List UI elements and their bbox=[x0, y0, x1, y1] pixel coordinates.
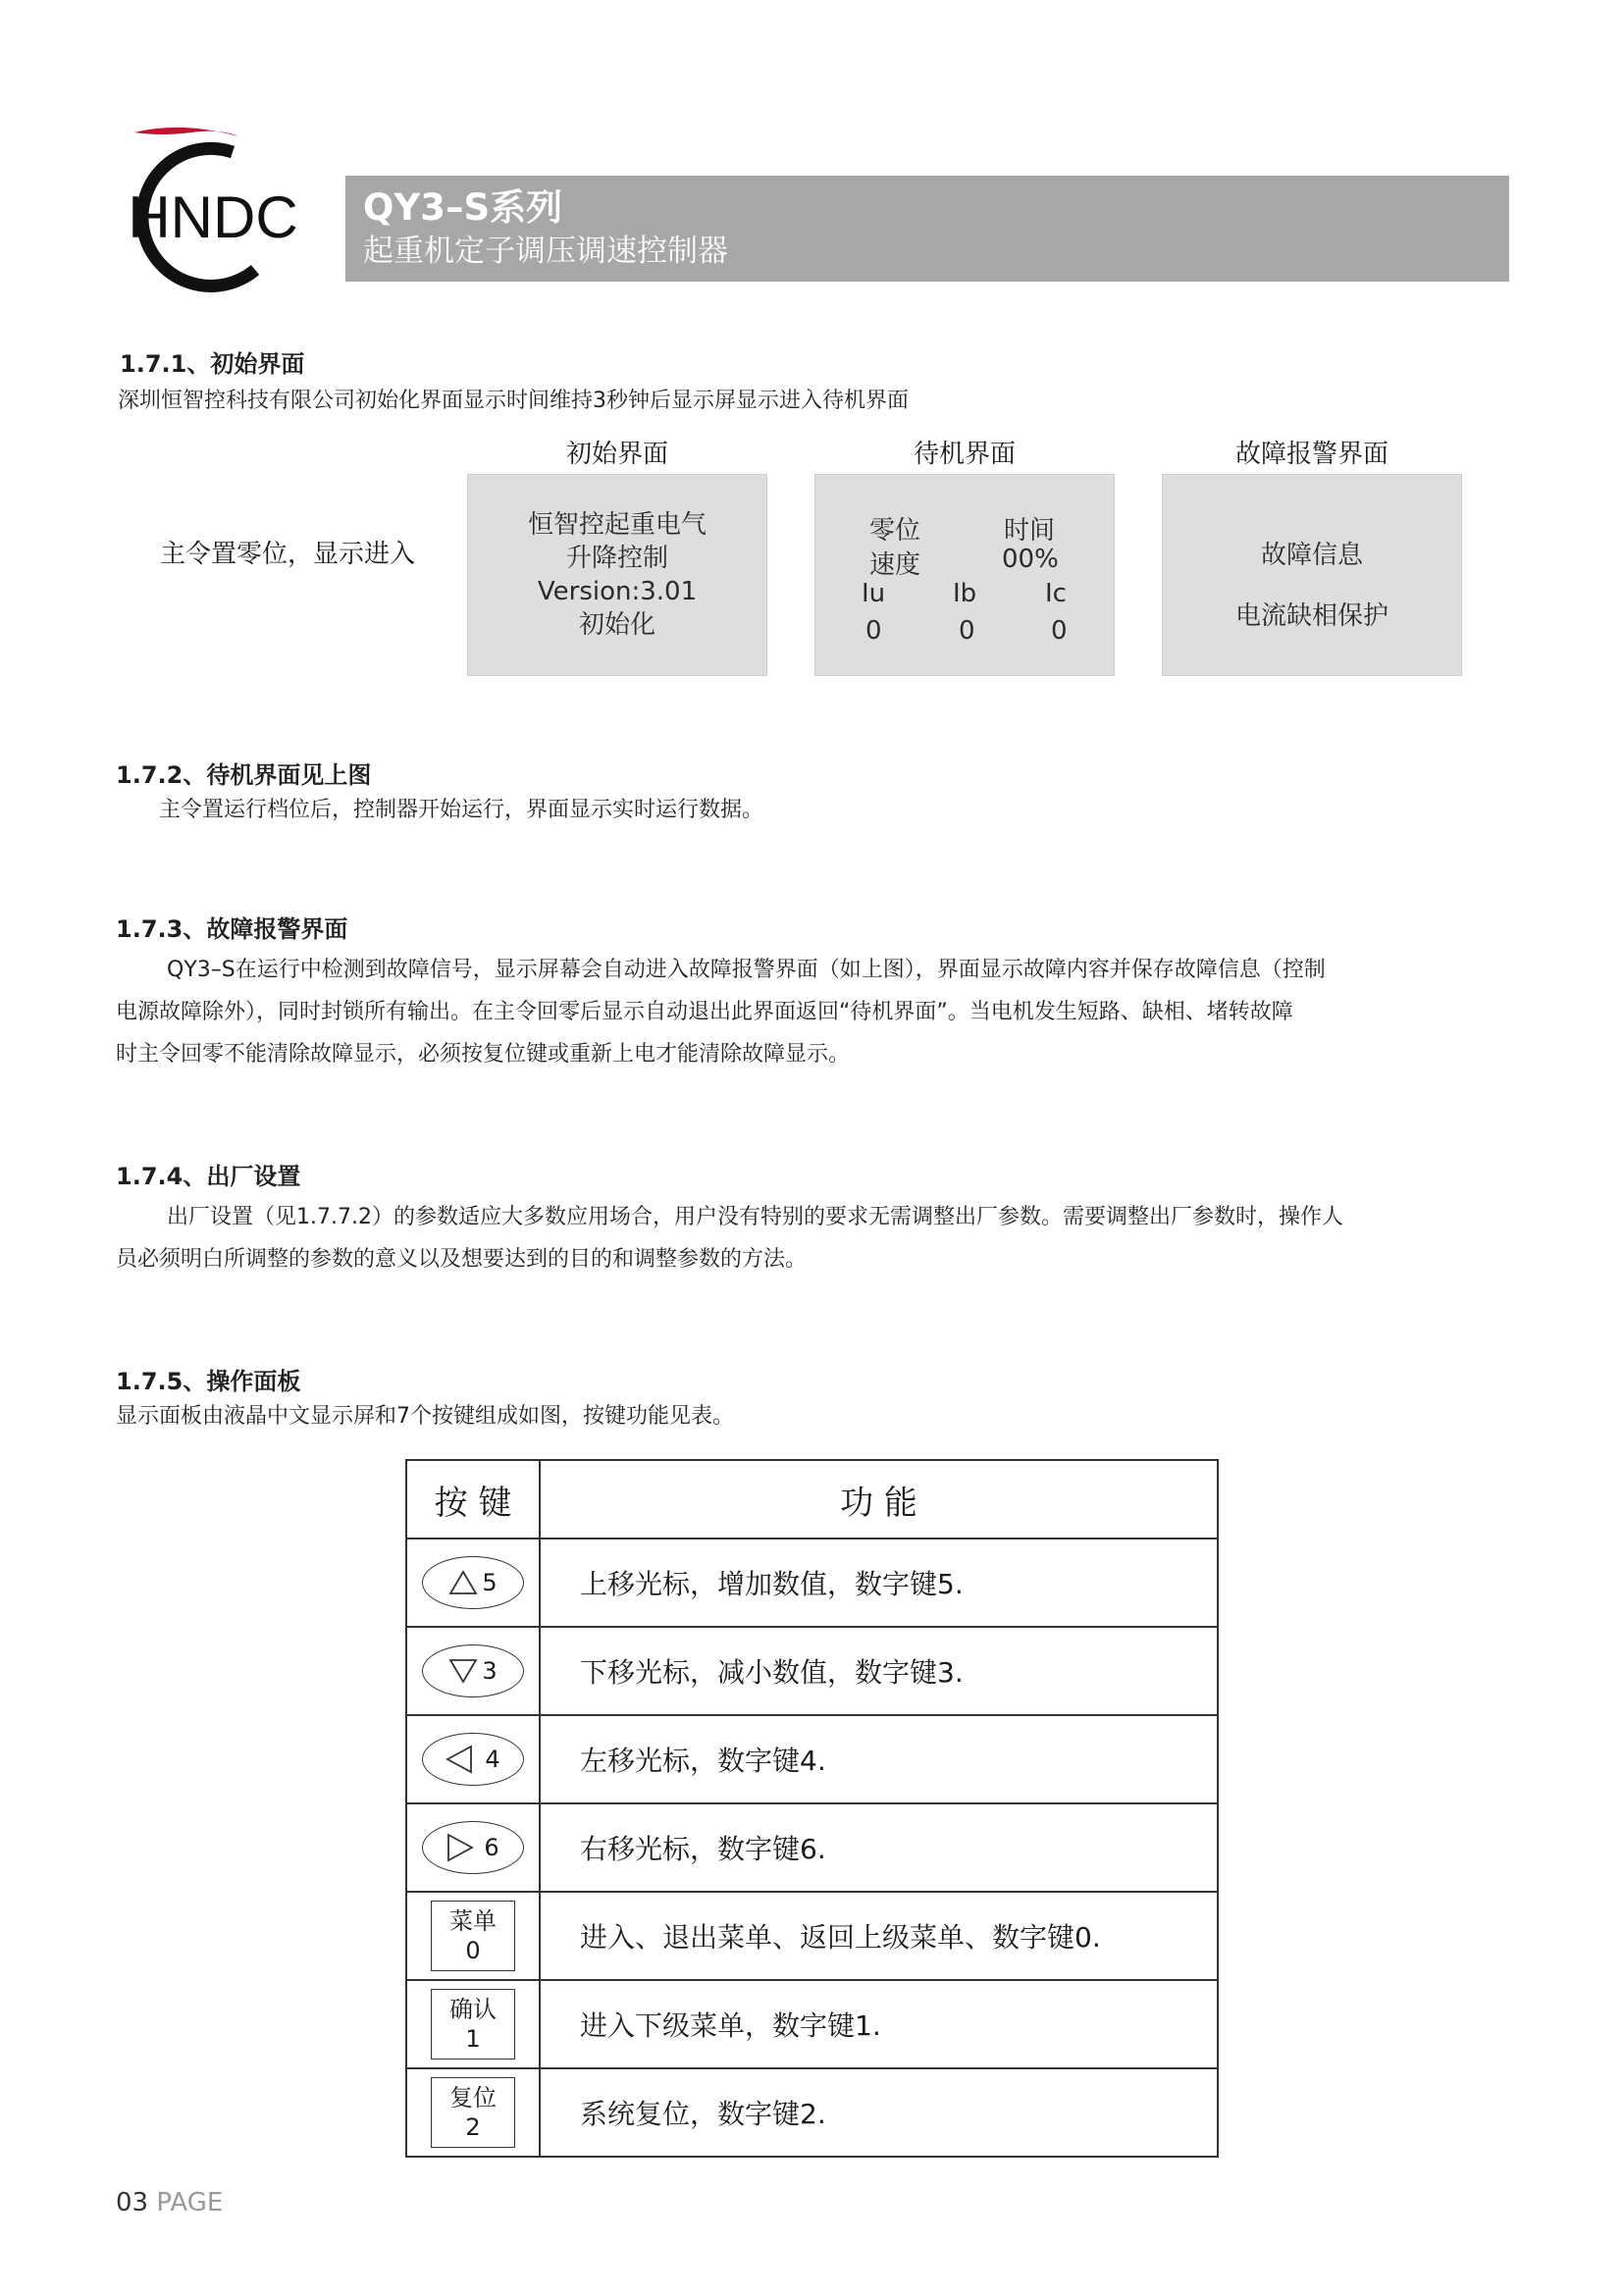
standby-ic-label: Ic bbox=[1045, 579, 1067, 608]
header-key: 按 键 bbox=[406, 1460, 540, 1539]
right-key-function: 右移光标，数字键6. bbox=[540, 1803, 1218, 1892]
left-key[interactable] bbox=[422, 1733, 524, 1786]
confirm-key-number: 1 bbox=[465, 2025, 481, 2053]
table-row bbox=[406, 1892, 1218, 1980]
menu-key[interactable] bbox=[431, 1901, 515, 1971]
standby-ic-value: 0 bbox=[1051, 616, 1068, 646]
page-label: PAGE bbox=[148, 2188, 224, 2217]
company-logo bbox=[123, 123, 304, 304]
init-line-3: Version:3.01 bbox=[537, 577, 698, 606]
down-key-function: 下移光标，减小数值，数字键3. bbox=[540, 1627, 1218, 1715]
header-function: 功 能 bbox=[540, 1460, 1218, 1539]
reset-key[interactable] bbox=[431, 2077, 515, 2148]
section-heading-1-7-4: 1.7.4、出厂设置 bbox=[116, 1163, 301, 1190]
table-row bbox=[406, 1539, 1218, 1627]
section-heading-1-7-1: 1.7.1、初始界面 bbox=[120, 350, 305, 378]
table-row bbox=[406, 1980, 1218, 2068]
text-1-7-3-line-1: QY3–S在运行中检测到故障信号，显示屏幕会自动进入故障报警界面（如上图），界面显示故障内容并保存故障信息（控制 bbox=[167, 958, 1326, 982]
title-banner bbox=[345, 176, 1509, 282]
text-1-7-4-line-1: 出厂设置（见1.7.7.2）的参数适应大多数应用场合，用户没有特别的要求无需调整出厂参数。需要调整出厂参数时，操作人 bbox=[167, 1205, 1343, 1229]
menu-key-number: 0 bbox=[465, 1937, 481, 1964]
up-key-number: 5 bbox=[482, 1569, 498, 1596]
fault-line-1: 故障信息 bbox=[1260, 541, 1363, 570]
reset-key-number: 2 bbox=[465, 2113, 481, 2141]
key-function-table bbox=[405, 1459, 1219, 2158]
section-text-1-7-4 bbox=[116, 1196, 1514, 1280]
table-header-row bbox=[406, 1460, 1218, 1539]
section-desc-1-7-5: 显示面板由液晶中文显示屏和7个按键组成如图，按键功能见表。 bbox=[116, 1404, 734, 1429]
up-key-function: 上移光标，增加数值，数字键5. bbox=[540, 1539, 1218, 1627]
section-text-1-7-3 bbox=[116, 949, 1514, 1075]
triangle-up-icon bbox=[448, 1570, 478, 1595]
section-desc-1-7-1: 深圳恒智控科技有限公司初始化界面显示时间维持3秒钟后显示屏显示进入待机界面 bbox=[118, 389, 909, 413]
left-key-function: 左移光标，数字键4. bbox=[540, 1715, 1218, 1803]
fault-screen-title: 故障报警界面 bbox=[1234, 440, 1388, 469]
section-heading-1-7-2: 1.7.2、待机界面见上图 bbox=[116, 761, 372, 789]
table-row bbox=[406, 1803, 1218, 1892]
logo-text: HNDC bbox=[128, 184, 298, 250]
text-1-7-3-line-2: 电源故障除外），同时封锁所有输出。在主令回零后显示自动退出此界面返回“待机界面”。当电机发生短路、缺相、堵转故障 bbox=[116, 1000, 1293, 1024]
triangle-right-icon bbox=[446, 1833, 474, 1862]
menu-key-function: 进入、退出菜单、返回上级菜单、数字键0. bbox=[540, 1892, 1218, 1980]
text-1-7-4-line-2: 员必须明白所调整的参数的意义以及想要达到的目的和调整参数的方法。 bbox=[116, 1247, 808, 1272]
init-line-2: 升降控制 bbox=[565, 544, 668, 573]
fault-screen bbox=[1162, 474, 1462, 676]
standby-zero: 零位 bbox=[869, 516, 921, 546]
fault-line-2: 电流缺相保护 bbox=[1234, 601, 1388, 631]
right-key-number: 6 bbox=[484, 1834, 499, 1861]
product-title: 起重机定子调压调速控制器 bbox=[363, 234, 728, 269]
triangle-left-icon bbox=[445, 1745, 473, 1774]
logo-mark bbox=[123, 123, 304, 304]
confirm-key-label: 确认 bbox=[449, 1996, 497, 2023]
page-number bbox=[116, 2188, 223, 2217]
section-heading-1-7-3: 1.7.3、故障报警界面 bbox=[116, 915, 348, 943]
standby-ib-label: Ib bbox=[953, 579, 977, 608]
init-screen bbox=[467, 474, 767, 676]
standby-iu-label: Iu bbox=[862, 579, 886, 608]
standby-time: 时间 bbox=[1004, 516, 1056, 546]
standby-speed-value: 00% bbox=[1002, 545, 1059, 574]
table-row bbox=[406, 1627, 1218, 1715]
reset-key-label: 复位 bbox=[449, 2084, 497, 2112]
text-1-7-3-line-3: 时主令回零不能清除故障显示，必须按复位键或重新上电才能清除故障显示。 bbox=[116, 1042, 851, 1067]
init-line-1: 恒智控起重电气 bbox=[527, 510, 707, 540]
section-heading-1-7-5: 1.7.5、操作面板 bbox=[116, 1368, 301, 1395]
standby-ib-value: 0 bbox=[959, 616, 975, 646]
right-key[interactable] bbox=[422, 1821, 524, 1874]
row-label: 主令置零位，显示进入 bbox=[160, 540, 416, 569]
init-screen-title: 初始界面 bbox=[565, 440, 668, 469]
standby-iu-value: 0 bbox=[865, 616, 882, 646]
reset-key-function: 系统复位，数字键2. bbox=[540, 2068, 1218, 2157]
triangle-down-icon bbox=[448, 1658, 478, 1684]
series-title: QY3–S系列 bbox=[363, 186, 563, 229]
confirm-key-function: 进入下级菜单，数字键1. bbox=[540, 1980, 1218, 2068]
table-row bbox=[406, 2068, 1218, 2157]
left-key-number: 4 bbox=[485, 1746, 500, 1773]
confirm-key[interactable] bbox=[431, 1989, 515, 2060]
menu-key-label: 菜单 bbox=[449, 1907, 497, 1935]
section-text-1-7-2: 主令置运行档位后，控制器开始运行，界面显示实时运行数据。 bbox=[159, 798, 764, 822]
init-line-4: 初始化 bbox=[578, 610, 655, 640]
table-row bbox=[406, 1715, 1218, 1803]
page-number-digits: 03 bbox=[116, 2188, 149, 2217]
down-key[interactable] bbox=[422, 1644, 524, 1697]
standby-speed: 速度 bbox=[869, 550, 921, 580]
standby-screen-title: 待机界面 bbox=[913, 440, 1016, 469]
standby-screen bbox=[814, 474, 1115, 676]
down-key-number: 3 bbox=[482, 1657, 498, 1685]
up-key[interactable] bbox=[422, 1556, 524, 1609]
